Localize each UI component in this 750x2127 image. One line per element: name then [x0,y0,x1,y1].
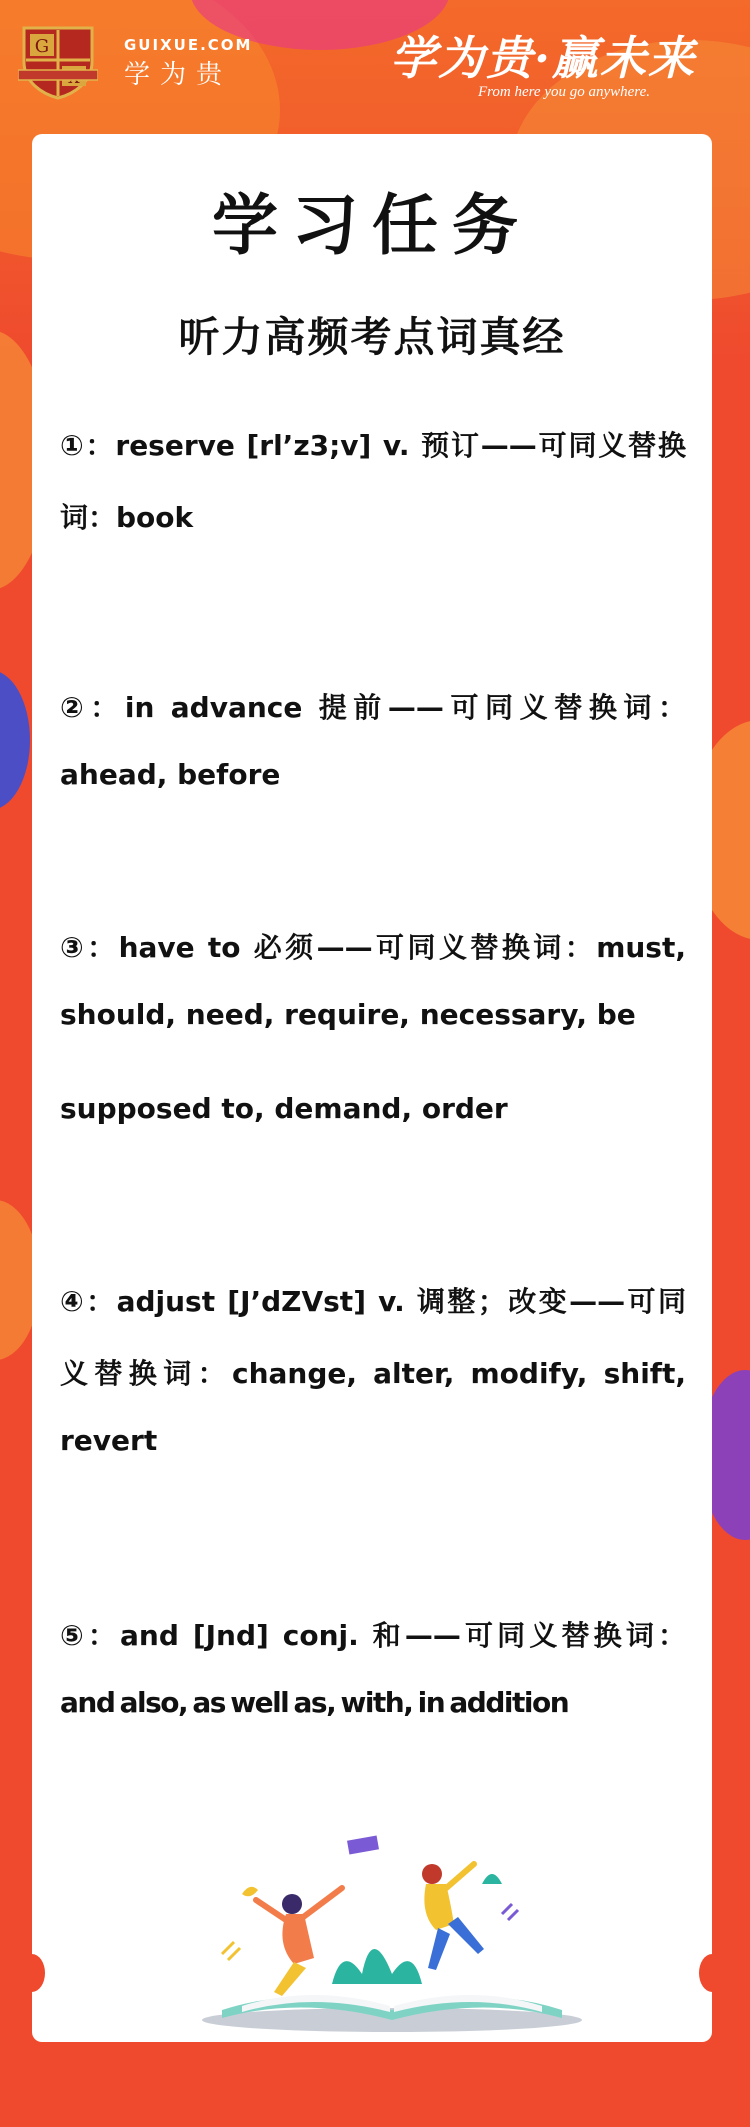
svg-text:G: G [34,36,50,57]
header [0,0,750,130]
entry-line: ②：in advance 提前——可同义替换词： [60,691,686,724]
entry-line: 词：book [60,501,194,534]
entry-line: revert [60,1424,158,1457]
shield-logo-icon [18,22,98,100]
entry-line: and also, as well as, with, in addition [60,1686,569,1719]
entry-line: ③：have to 必须——可同义替换词：must, [60,931,686,964]
page-subtitle: 听力高频考点词真经 [178,313,566,361]
card-notch-right [699,1954,725,1992]
reading-kids-illustration [182,1834,602,2034]
slogan-en: From here you go anywhere. [477,84,650,100]
entry-line: should, need, require, necessary, be [60,998,636,1031]
slogan: 学为贵·赢未来 [389,31,696,85]
entry-line: supposed to, demand, order [60,1092,508,1125]
brand-en: GUIXUE.COM [124,36,253,54]
brand-cn: 学为贵 [124,60,233,90]
entry-line: ⑤：and [Jnd] conj. 和——可同义替换词： [60,1619,686,1652]
entry-line: ahead, before [60,758,281,791]
content-card [32,134,712,2042]
card-notch-left [19,1954,45,1992]
entry-line: ④：adjust [J’dZVst] v. 调整；改变——可同 [60,1285,686,1318]
page-title: 学习任务 [212,187,532,264]
entry-line: ①：reserve [rl’z3;v] v. 预订——可同义替换 [60,429,686,462]
entry-line: 义替换词：change, alter, modify, shift, [60,1357,686,1390]
